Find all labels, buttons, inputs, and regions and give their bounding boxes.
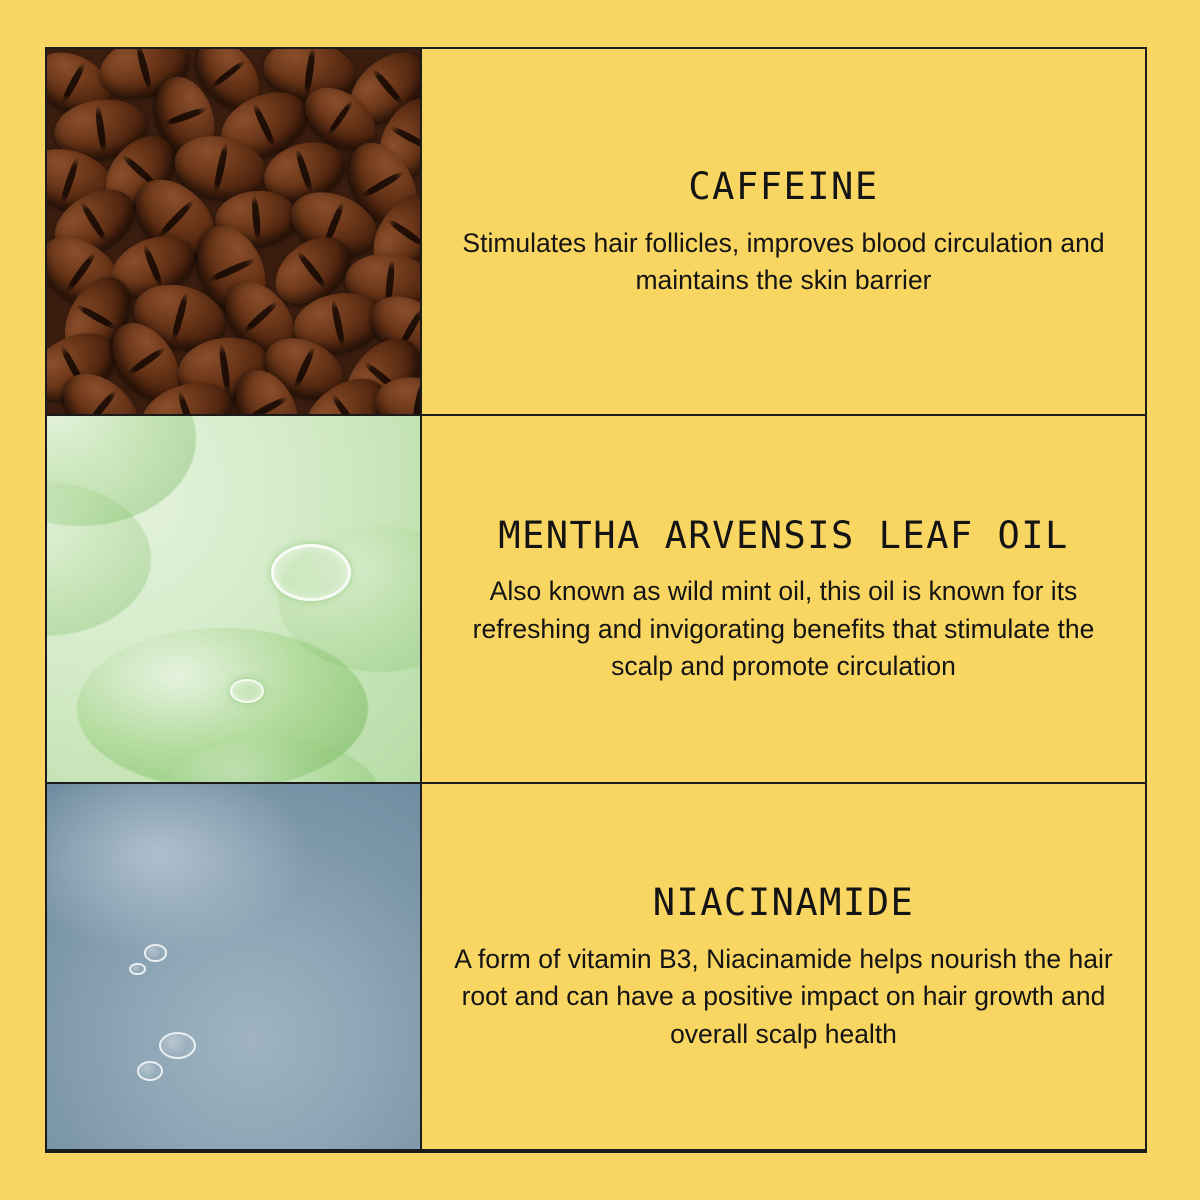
ingredient-title: NIACINAMIDE <box>652 881 915 925</box>
ingredient-title: CAFFEINE <box>688 165 879 209</box>
ingredient-description: Stimulates hair follicles, improves blood circulation and maintains the skin barrier <box>462 227 1105 296</box>
ingredient-text-niacinamide <box>422 784 1145 1151</box>
ingredient-image-mentha-arvensis-leaf-oil <box>47 416 422 783</box>
coffee-beans-photo <box>47 49 420 414</box>
bubble-icon <box>144 944 167 961</box>
green-mint-oil-photo <box>47 416 420 781</box>
ingredient-text-caffeine <box>422 49 1145 416</box>
ingredient-description: Also known as wild mint oil, this oil is known for its refreshing and invigorating benefits that stimulate the scalp and promote circulation <box>472 576 1095 682</box>
ingredient-text-mentha-arvensis-leaf-oil <box>422 416 1145 783</box>
ingredient-grid <box>45 47 1147 1153</box>
bubble-icon <box>129 963 146 976</box>
blue-liquid-bubbles-photo <box>47 784 420 1149</box>
ingredient-image-niacinamide <box>47 784 422 1151</box>
ingredient-title: MENTHA ARVENSIS LEAF OIL <box>498 513 1069 557</box>
ingredient-description: A form of vitamin B3, Niacinamide helps nourish the hair root and can have a positive impact on hair growth and overall scalp health <box>454 943 1113 1049</box>
ingredient-image-caffeine <box>47 49 422 416</box>
oil-droplet-ring-small <box>230 679 264 703</box>
bubble-icon <box>137 1061 163 1081</box>
bubble-icon <box>159 1032 197 1059</box>
